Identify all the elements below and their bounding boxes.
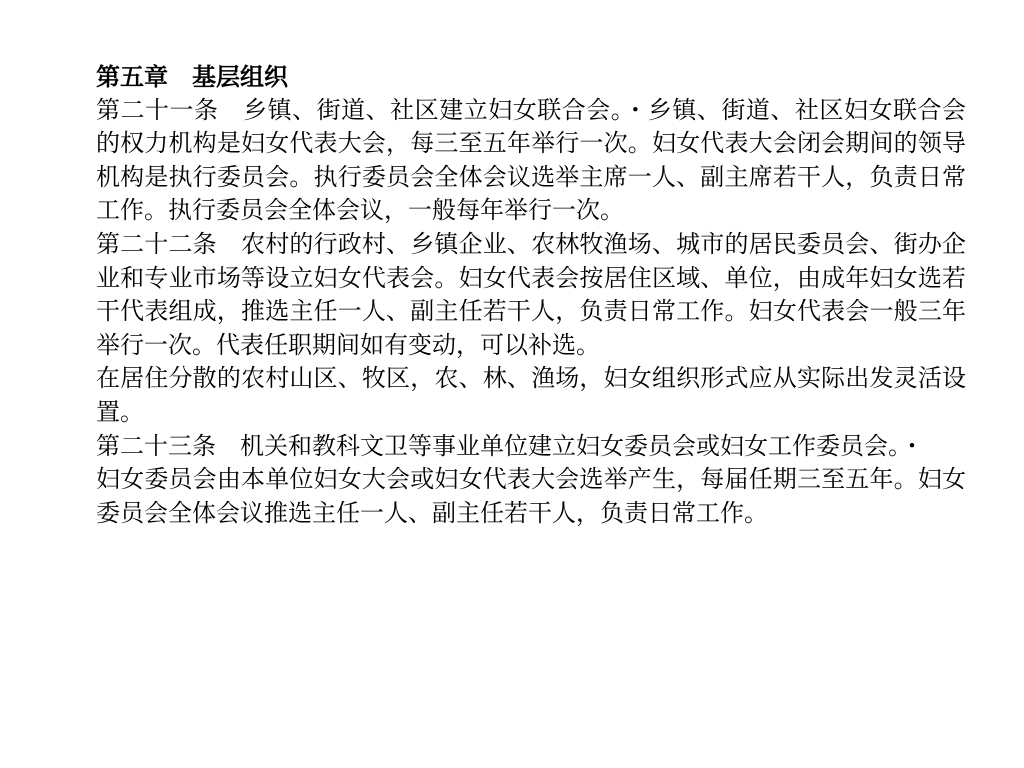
- rural-organization-paragraph: 在居住分散的农村山区、牧区，农、林、渔场，妇女组织形式应从实际出发灵活设置。: [96, 364, 966, 426]
- article-21-paragraph: 第二十一条 乡镇、街道、社区建立妇女联合会。・乡镇、街道、社区妇女联合会的权力机构是妇女代表大会，每三至五年举行一次。妇女代表大会闭会期间的领导机构是执行委员会。执行委员会全体会议选举主席一人、副主席若干人，负责日常工作。执行委员会全体会议，一般每年举行一次。: [96, 95, 966, 225]
- womens-committee-paragraph: 妇女委员会由本单位妇女大会或妇女代表大会选举产生，每届任期三至五年。妇女委员会全体会议推选主任一人、副主任若干人，负责日常工作。: [96, 465, 966, 527]
- document-body: [96, 60, 966, 530]
- article-22-paragraph: 第二十二条 农村的行政村、乡镇企业、农林牧渔场、城市的居民委员会、街办企业和专业市场等设立妇女代表会。妇女代表会按居住区域、单位，由成年妇女选若干代表组成，推选主任一人、副主任若干人，负责日常工作。妇女代表会一般三年举行一次。代表任职期间如有变动，可以补选。: [96, 229, 966, 359]
- chapter-title: 第五章 基层组织: [96, 62, 288, 91]
- article-23-paragraph: 第二十三条 机关和教科文卫等事业单位建立妇女委员会或妇女工作委员会。・: [96, 431, 924, 460]
